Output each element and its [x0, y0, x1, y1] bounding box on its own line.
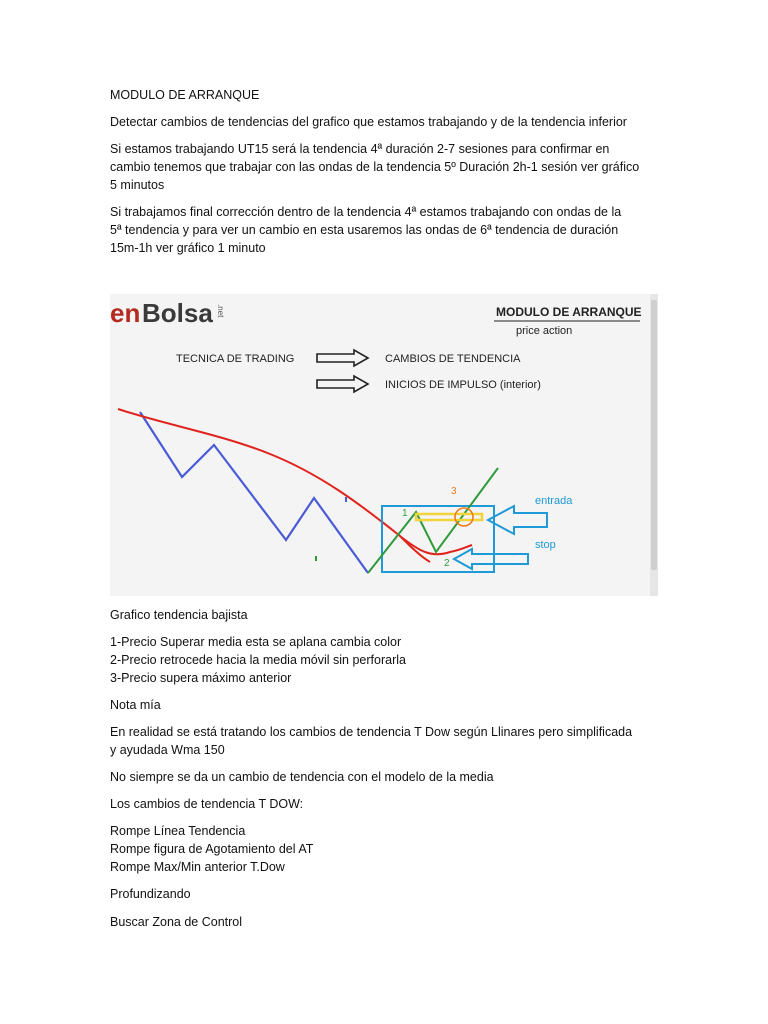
- list-item: 1-Precio Superar media esta se aplana cambia color: [110, 635, 402, 649]
- list-item: 2-Precio retrocede hacia la media móvil sin perforarla: [110, 653, 406, 667]
- paragraph-line: En realidad se está tratando los cambios de tendencia T Dow según Llinares pero simplificada: [110, 725, 633, 739]
- paragraph-line: 5ª tendencia y para ver un cambio en esta usaremos las ondas de 6ª tendencia de duración: [110, 223, 619, 237]
- list-item: Rompe Línea Tendencia: [110, 824, 246, 838]
- numbered-list: [110, 633, 670, 687]
- tecnica-label: TECNICA DE TRADING: [176, 353, 295, 365]
- moving-average-end: [400, 536, 430, 562]
- figure-heading: MODULO DE ARRANQUE: [496, 305, 642, 319]
- price-action-figure: [110, 294, 658, 596]
- entrada-arrow-icon: [488, 506, 547, 534]
- cambios-label: CAMBIOS DE TENDENCIA: [385, 353, 521, 365]
- price-line: [140, 412, 368, 573]
- figure-caption: Grafico tendencia bajista: [110, 608, 248, 622]
- paragraph-line: y ayudada Wma 150: [110, 743, 225, 757]
- logo-en: en: [110, 298, 141, 328]
- dow-list: [110, 822, 670, 876]
- inicios-label: INICIOS DE IMPULSO (interior): [385, 379, 541, 391]
- zone-box: [382, 506, 494, 572]
- breakout-circle: [455, 508, 473, 526]
- buscar-heading: Buscar Zona de Control: [110, 915, 243, 929]
- label-2: 2: [444, 558, 450, 569]
- paragraph-ut15: [110, 140, 670, 194]
- stop-label: stop: [535, 539, 556, 551]
- figure-drawing: [110, 294, 658, 596]
- logo-bolsa: Bolsa: [142, 298, 213, 328]
- paragraph-detectar: Detectar cambios de tendencias del grafico que estamos trabajando y de la tendencia inferior: [110, 115, 627, 129]
- list-item: 3-Precio supera máximo anterior: [110, 671, 292, 685]
- paragraph-line: Si estamos trabajando UT15 será la tendencia 4ª duración 2-7 sesiones para confirmar en: [110, 142, 610, 156]
- paragraph-correccion: [110, 203, 670, 257]
- doc-title: MODULO DE ARRANQUE: [110, 88, 260, 102]
- arrow-right-icon: [317, 376, 368, 392]
- figure-subheading: price action: [516, 325, 573, 337]
- list-item: Rompe figura de Agotamiento del AT: [110, 842, 314, 856]
- paragraph-line: Si trabajamos final corrección dentro de la tendencia 4ª estamos trabajando con ondas de la: [110, 205, 622, 219]
- stop-arrow-icon: [454, 549, 528, 569]
- label-3: 3: [451, 486, 457, 497]
- moving-average-line: [118, 409, 472, 554]
- paragraph-no-siempre: No siempre se da un cambio de tendencia con el modelo de la media: [110, 770, 494, 784]
- list-item: Rompe Max/Min anterior T.Dow: [110, 860, 285, 874]
- logo-net: .net: [216, 304, 225, 318]
- arrow-right-icon: [317, 350, 368, 366]
- dow-title: Los cambios de tendencia T DOW:: [110, 797, 304, 811]
- paragraph-line: 5 minutos: [110, 178, 165, 192]
- note-title: Nota mía: [110, 698, 161, 712]
- note-paragraph: [110, 723, 670, 759]
- paragraph-line: cambio tenemos que trabajar con las ondas de la tendencia 5º Duración 2h-1 sesión ver gráfico: [110, 160, 640, 174]
- entrada-label: entrada: [535, 495, 573, 507]
- figure-scrollbar[interactable]: [650, 294, 658, 596]
- label-1: 1: [402, 508, 408, 519]
- paragraph-line: 15m-1h ver gráfico 1 minuto: [110, 241, 266, 255]
- profundizando-heading: Profundizando: [110, 887, 191, 901]
- scrollbar-thumb[interactable]: [651, 300, 657, 570]
